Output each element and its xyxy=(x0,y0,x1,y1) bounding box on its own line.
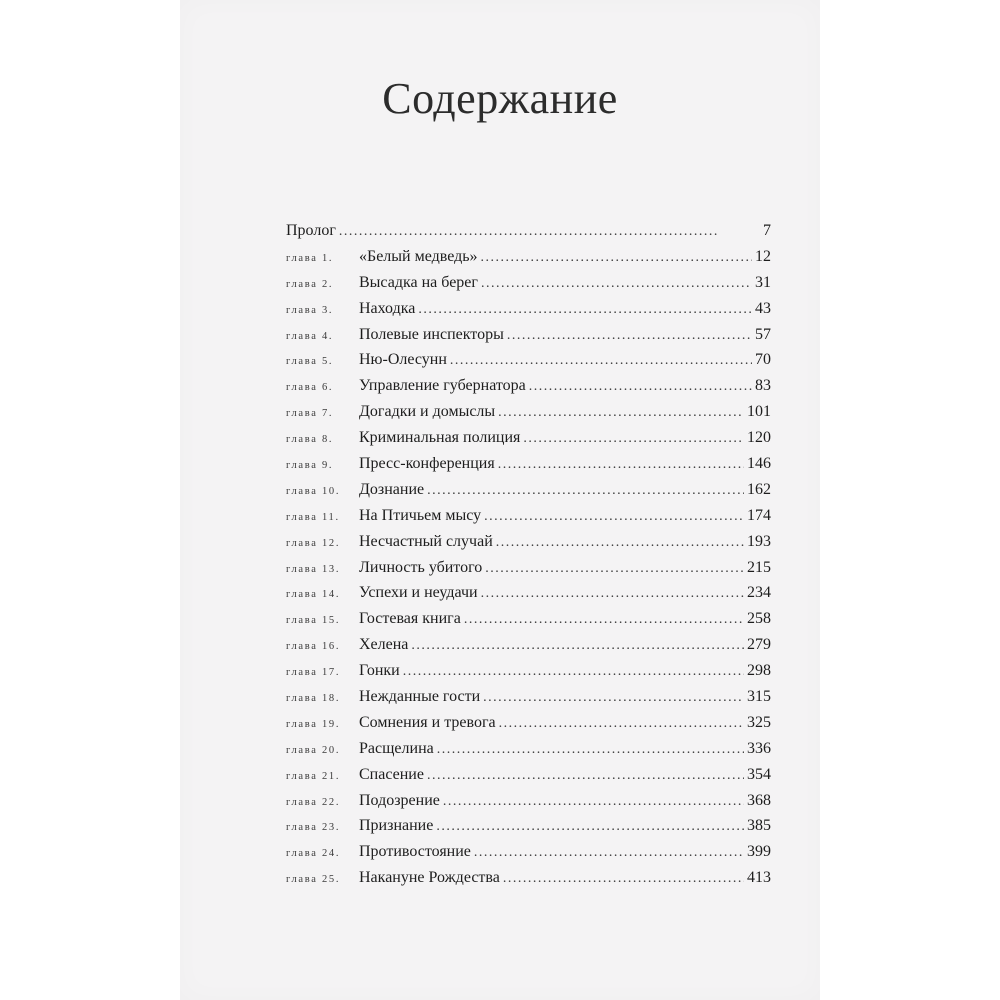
chapter-title: Ню-Олесунн xyxy=(359,351,447,369)
toc-entry xyxy=(286,740,771,766)
chapter-title: Признание xyxy=(359,817,434,835)
toc-entry xyxy=(286,429,771,455)
chapter-title: Расщелина xyxy=(359,739,434,757)
dot-leader xyxy=(481,586,744,602)
chapter-number: глава 18. xyxy=(286,693,341,705)
chapter-title: Высадка на берег xyxy=(359,273,478,291)
dot-leader xyxy=(464,612,744,628)
dot-leader xyxy=(498,405,744,421)
chapter-number: глава 25. xyxy=(286,874,341,886)
chapter-title: «Белый медведь» xyxy=(359,247,478,265)
chapter-title: Дознание xyxy=(359,480,425,498)
chapter-number: глава 8. xyxy=(286,434,334,446)
toc-entry xyxy=(286,377,771,403)
book-page xyxy=(180,0,820,1000)
toc-entry xyxy=(286,662,771,688)
chapter-title: Гостевая книга xyxy=(359,610,461,628)
chapter-number: глава 5. xyxy=(286,356,334,368)
toc-entry xyxy=(286,869,771,895)
toc-entry xyxy=(286,351,771,377)
page-number: 258 xyxy=(747,610,771,628)
dot-leader xyxy=(481,276,752,292)
page-number: 413 xyxy=(747,869,771,887)
dot-leader xyxy=(339,224,760,240)
toc-entry xyxy=(286,455,771,481)
chapter-number: глава 9. xyxy=(286,460,334,472)
chapter-number: глава 7. xyxy=(286,408,334,420)
chapter-number: глава 17. xyxy=(286,667,341,679)
page-number: 101 xyxy=(747,403,771,421)
page-number: 146 xyxy=(747,455,771,473)
dot-leader xyxy=(481,250,752,266)
page-number: 120 xyxy=(747,429,771,447)
toc-entry xyxy=(286,714,771,740)
page-number: 336 xyxy=(747,739,771,757)
dot-leader xyxy=(485,561,744,577)
toc-entry xyxy=(286,792,771,818)
page-number: 174 xyxy=(747,506,771,524)
toc-entry xyxy=(286,533,771,559)
chapter-number: глава 3. xyxy=(286,304,334,316)
chapter-number: глава 12. xyxy=(286,537,341,549)
chapter-title: На Птичьем мысу xyxy=(359,506,482,524)
toc-entry xyxy=(286,559,771,585)
chapter-number: глава 2. xyxy=(286,278,334,290)
chapter-number: глава 24. xyxy=(286,848,341,860)
chapter-title: Криминальная полиция xyxy=(359,429,521,447)
chapter-title: Накануне Рождества xyxy=(359,869,500,887)
toc-entry xyxy=(286,507,771,533)
toc-entry xyxy=(286,584,771,610)
toc-entry xyxy=(286,843,771,869)
chapter-number: глава 6. xyxy=(286,382,334,394)
chapter-title: Пролог xyxy=(286,222,336,239)
page-number: 279 xyxy=(747,636,771,654)
chapter-title: Несчастный случай xyxy=(359,532,493,550)
page-number: 12 xyxy=(755,247,771,265)
page-number: 70 xyxy=(755,351,771,369)
chapter-title: Нежданные гости xyxy=(359,688,481,706)
page-number: 368 xyxy=(747,791,771,809)
page-number: 354 xyxy=(747,765,771,783)
chapter-number: глава 4. xyxy=(286,330,334,342)
chapter-title: Спасение xyxy=(359,765,424,783)
toc-entry xyxy=(286,688,771,714)
chapter-number: глава 11. xyxy=(286,511,340,523)
dot-leader xyxy=(474,845,744,861)
toc-entry xyxy=(286,403,771,429)
chapter-title: Успехи и неудачи xyxy=(359,584,478,602)
dot-leader xyxy=(450,353,752,369)
chapter-number: глава 19. xyxy=(286,718,341,730)
dot-leader xyxy=(498,457,744,473)
chapter-number: глава 10. xyxy=(286,485,341,497)
toc-entry xyxy=(286,610,771,636)
chapter-number: глава 1. xyxy=(286,252,334,264)
chapter-title: Личность убитого xyxy=(359,558,483,576)
chapter-title: Противостояние xyxy=(359,843,471,861)
dot-leader xyxy=(483,690,744,706)
page-number: 193 xyxy=(747,532,771,550)
table-of-contents xyxy=(286,222,771,895)
toc-entry xyxy=(286,636,771,662)
page-number: 315 xyxy=(747,688,771,706)
page-number: 57 xyxy=(755,325,771,343)
chapter-number: глава 13. xyxy=(286,563,341,575)
chapter-number: глава 23. xyxy=(286,822,341,834)
toc-entry xyxy=(286,222,771,248)
toc-entry xyxy=(286,248,771,274)
chapter-number: глава 14. xyxy=(286,589,341,601)
page-number: 83 xyxy=(755,377,771,395)
dot-leader xyxy=(443,794,744,810)
dot-leader xyxy=(418,302,752,318)
toc-entry xyxy=(286,481,771,507)
chapter-title: Пресс-конференция xyxy=(359,455,495,473)
dot-leader xyxy=(427,483,744,499)
chapter-title: Находка xyxy=(359,299,416,317)
chapter-number: глава 20. xyxy=(286,744,341,756)
page-number: 162 xyxy=(747,480,771,498)
chapter-title: Сомнения и тревога xyxy=(359,713,496,731)
toc-entry xyxy=(286,326,771,352)
page-title: Содержание xyxy=(382,74,618,123)
dot-leader xyxy=(437,742,744,758)
page-number: 325 xyxy=(747,713,771,731)
chapter-title: Догадки и домыслы xyxy=(359,403,496,421)
toc-entry xyxy=(286,817,771,843)
chapter-title: Полевые инспекторы xyxy=(359,325,504,343)
toc-entry xyxy=(286,300,771,326)
dot-leader xyxy=(507,328,752,344)
chapter-number: глава 22. xyxy=(286,796,341,808)
dot-leader xyxy=(436,819,744,835)
dot-leader xyxy=(529,379,752,395)
dot-leader xyxy=(503,871,744,887)
toc-entry xyxy=(286,766,771,792)
page-number: 298 xyxy=(747,662,771,680)
chapter-title: Хелена xyxy=(359,636,409,654)
dot-leader xyxy=(403,664,744,680)
page-number: 43 xyxy=(755,299,771,317)
chapter-title: Гонки xyxy=(359,662,400,680)
page-number: 31 xyxy=(755,273,771,291)
dot-leader xyxy=(499,716,744,732)
chapter-number: глава 21. xyxy=(286,770,341,782)
dot-leader xyxy=(523,431,744,447)
dot-leader xyxy=(496,535,744,551)
dot-leader xyxy=(411,638,744,654)
page-number: 7 xyxy=(763,222,771,239)
chapter-title: Подозрение xyxy=(359,791,440,809)
dot-leader xyxy=(484,509,744,525)
page-number: 399 xyxy=(747,843,771,861)
chapter-title: Управление губернатора xyxy=(359,377,526,395)
page-number: 234 xyxy=(747,584,771,602)
dot-leader xyxy=(427,768,744,784)
chapter-number: глава 15. xyxy=(286,615,341,627)
page-number: 385 xyxy=(747,817,771,835)
page-number: 215 xyxy=(747,558,771,576)
toc-entry xyxy=(286,274,771,300)
chapter-number: глава 16. xyxy=(286,641,341,653)
